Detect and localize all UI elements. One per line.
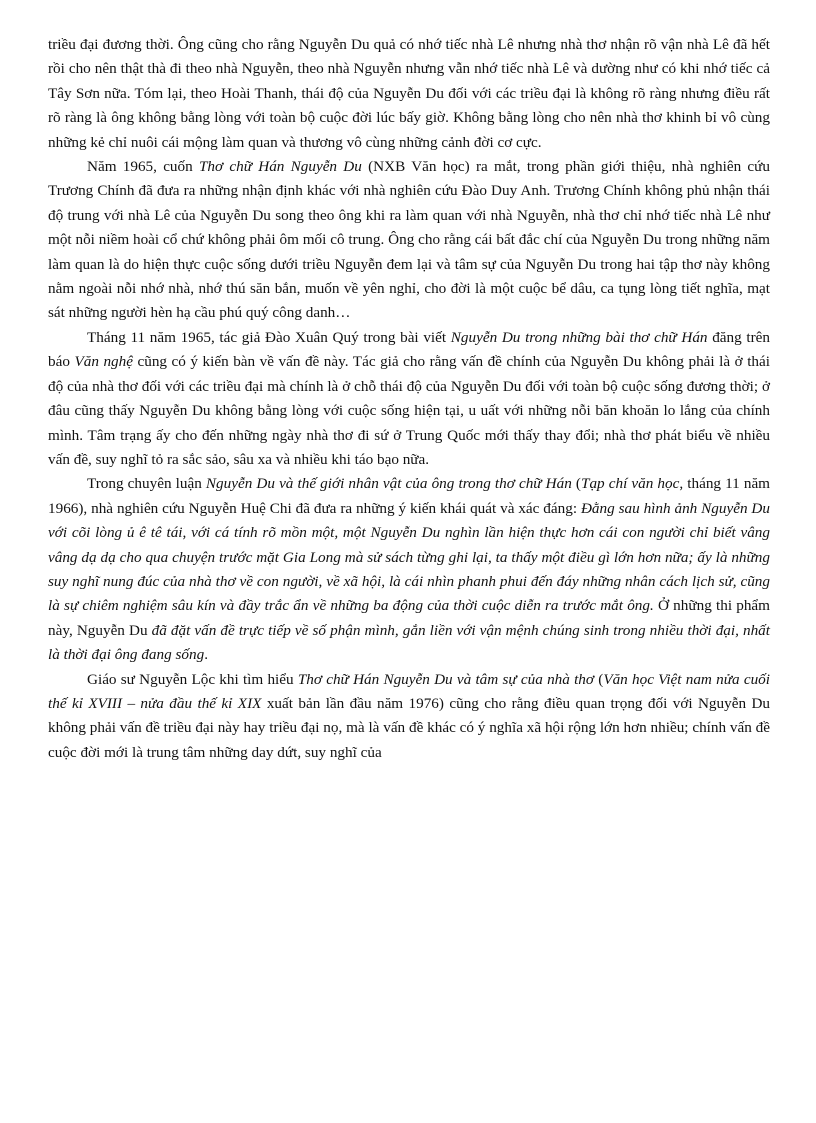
text-run: Trong chuyên luận bbox=[87, 475, 206, 493]
text-run: xuất bản lần đầu năm 1976) cũng cho rằng điều quan trọng đối với Nguyễn Du không phải vấn đề triều đại này hay triều đại nọ, mà là vấn đề khác có ý nghĩa xã hội rộng lớn hơn nhiều; chính vấn đề cuộc đời mới là trung tâm những day dứt, suy nghĩ của bbox=[48, 694, 771, 761]
text-run: (NXB Văn học) ra mắt, trong phần giới thiệu, nhà nghiên cứu Trương Chính đã đưa ra những nhận định khác với nhà nghiên cứu Đào Duy Anh. Trương Chính không phủ nhận thái độ trung với nhà Lê của Nguyễn Du song theo ông khi ra làm quan với nhà Nguyễn, nhà thơ chỉ nhớ tiếc nhà Lê như một nỗi niềm hoài cổ chứ không phải ôm mối cô trung. Ông cho rằng cái bất đắc chí của Nguyễn Du trong những năm làm quan là do hiện thực cuộc sống dưới triều Nguyễn đem lại và tâm sự của Nguyễn Du trong hai tập thơ này không nằm ngoài nỗi nhớ nhà, nhớ thú săn bắn, muốn về yên nghỉ, cho đời là một cuộc bể dâu, ca tụng lòng tiết nghĩa, mạt sát những người hèn hạ cầu phú quý công danh… bbox=[48, 158, 770, 322]
italic-text-run: Tạp chí văn học bbox=[581, 475, 680, 493]
text-run: Ở những thi phẩm này, Nguyễn Du bbox=[48, 597, 770, 639]
paragraph-5 bbox=[48, 668, 770, 766]
text-run: ( bbox=[594, 670, 604, 688]
text-run: Năm 1965, cuốn bbox=[87, 158, 199, 176]
italic-text-run: Thơ chữ Hán Nguyễn Du và tâm sự của nhà thơ bbox=[297, 670, 595, 688]
italic-text-run: Thơ chữ Hán Nguyễn Du bbox=[198, 158, 362, 176]
italic-text-run: Nguyễn Du trong những bài thơ chữ Hán bbox=[450, 328, 708, 346]
italic-text-run: Đằng sau hình ảnh Nguyễn Du với cõi lòng ủ ê tê tái, với cá tính rõ mồn một, một Nguyễn Du nghìn lần hiện thực hơn cái con người chỉ biết vâng vâng dạ dạ cho qua chuyện trước mặt Gia Long mà sử sách từng ghi lại, ta thấy một điều gì lớn hơn nữa; ấy là những suy nghĩ nung đúc của nhà thơ về con người, về xã hội, là cái nhìn phanh phui đến đáy những nhân cách lịch sử, cũng là sự chiêm nghiệm sâu kín và đầy trắc ẩn về những ba động của thời cuộc diễn ra trước mắt ông. bbox=[48, 499, 770, 615]
text-run: Tháng 11 năm 1965, tác giả Đào Xuân Quý trong bài viết bbox=[87, 328, 451, 346]
italic-text-run: đã đặt vấn đề trực tiếp về số phận mình, gắn liền với vận mệnh chúng sinh trong nhiều thời đại, nhất là thời đại ông đang sống bbox=[48, 621, 770, 664]
text-run: triều đại đương thời. Ông cũng cho rằng Nguyễn Du quả có nhớ tiếc nhà Lê nhưng nhà thơ nhận rõ vận nhà Lê đã hết rồi cho nên thật thà đi theo nhà Nguyễn, theo nhà Nguyễn nhưng vẫn nhớ tiếc nhà Lê và dường như có khi nhớ tiếc cả Tây Sơn nữa. Tóm lại, theo Hoài Thanh, thái độ của Nguyễn Du đối với các triều đại là không rõ ràng nhưng điều rất rõ ràng là ông không bằng lòng với toàn bộ cuộc đời lúc bấy giờ. Không bằng lòng cho nên nhà thơ khinh bỉ vô cùng những kẻ chỉ nuôi cái mộng làm quan và thương vô cùng những cảnh đời cơ cực. bbox=[48, 36, 770, 151]
text-run: Giáo sư Nguyễn Lộc khi tìm hiểu bbox=[87, 670, 298, 688]
italic-text-run: Văn học Việt nam nửa cuối thế kỉ XVIII – nửa đầu thế kỉ XIX bbox=[48, 670, 770, 712]
paragraph-3 bbox=[48, 326, 770, 472]
text-run: đăng trên báo bbox=[48, 328, 771, 371]
italic-text-run: Nguyễn Du và thế giới nhân vật của ông trong thơ chữ Hán bbox=[205, 475, 572, 493]
text-run: ( bbox=[571, 475, 581, 493]
text-run: , tháng 11 năm 1966), nhà nghiên cứu Nguyễn Huệ Chi đã đưa ra những ý kiến khái quát và xác đáng: bbox=[48, 475, 771, 517]
paragraph-2 bbox=[48, 155, 770, 326]
document-page bbox=[48, 33, 770, 765]
text-run: . bbox=[204, 646, 208, 664]
text-run: cũng có ý kiến bàn về vấn đề này. Tác giả cho rằng vấn đề chính của Nguyễn Du không phải là ở thái độ của nhà thơ đối với các triều đại mà chính là ở chỗ thái độ của Nguyễn Du đối với toàn bộ cuộc sống đương thời; ở đâu cũng thấy Nguyễn Du không bằng lòng với cuộc sống hiện tại, u uất với những nỗi băn khoăn lo lắng của chính mình. Tâm trạng ấy cho đến những ngày nhà thơ đi sứ ở Trung Quốc mới thấy thay đổi; nhà thơ phát biểu về nhiều vấn đề, suy nghĩ tỏ ra sắc sảo, sâu xa và nhiều khi táo bạo nữa. bbox=[48, 353, 770, 468]
italic-text-run: Văn nghệ bbox=[74, 353, 133, 371]
paragraph-4 bbox=[48, 472, 770, 667]
paragraph-1 bbox=[48, 33, 770, 155]
